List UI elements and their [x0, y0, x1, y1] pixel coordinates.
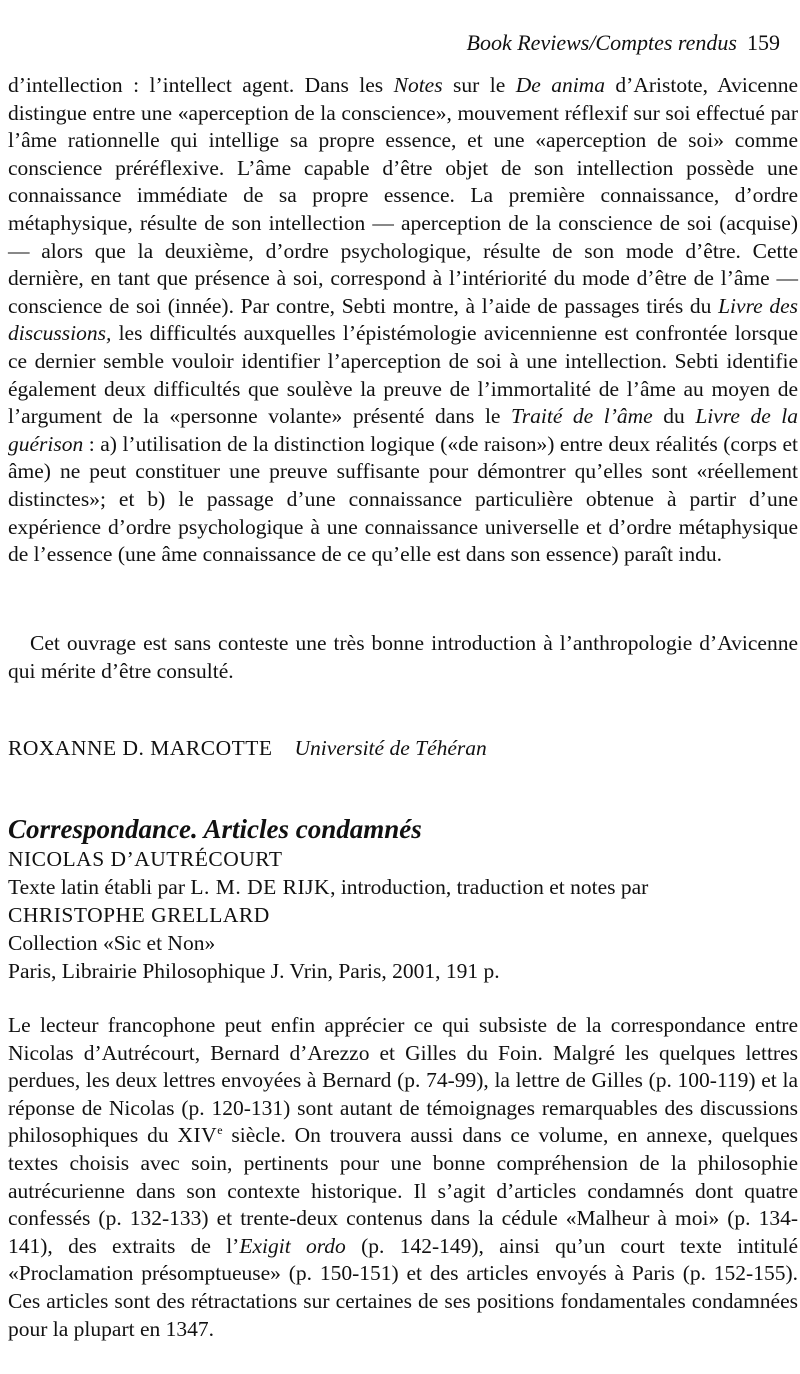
running-title: Book Reviews/Comptes rendus [466, 30, 737, 55]
reviewer-name: ROXANNE D. MARCOTTE [8, 736, 273, 760]
text-run: : a) l’utilisation de la distinction logique («de raison») entre deux réalités (corps et âme) ne peut constituer une preuve suffisante pour démontrer qu’elles sont «réellement distinctes»; et b) le passage d’une connaissance particulière obtenue à partir d’une expérience d’ordre psychologique à une connaissance universelle et d’ordre métaphysique de l’essence (une âme connaissance de ce qu’elle est dans son essence) paraît indu. [8, 431, 798, 567]
text-run: du [652, 404, 696, 429]
italic-title: De anima [515, 73, 605, 97]
text-run: , introduction, traduction et notes par [330, 875, 649, 899]
italic-title: Livre de la guérison [8, 404, 798, 456]
paragraph-text [8, 72, 798, 569]
running-header [467, 30, 780, 56]
text-run: siècle. On trouvera aussi dans ce volume, en annexe, quelques textes choisis avec soin, pertinents pour une bonne compréhension de la philosophie autrécurienne dans son contexte historique. Il s’agit d’articles condamnés dont quatre confessés (p. 132-133) et trente-deux contenus dans la cédule «Malheur à moi» (p. 134-141), des extraits de l’ [8, 1123, 798, 1258]
century-numeral: XIV [177, 1123, 218, 1148]
text-run: d’intellection : l’intellect agent. Dans les [8, 73, 394, 97]
italic-title: Exigit ordo [239, 1233, 346, 1258]
text-run: (p. 142-149), ainsi qu’un court texte intitulé «Proclamation présomptueuse» (p. 150-151) et des articles envoyés à Paris (p. 152-155). Ces articles sont des rétractations sur certaines de ses positions fondamentales condamnées pour la plupart en 1347. [8, 1233, 798, 1341]
text-run: Texte latin établi par [8, 875, 191, 899]
century-superscript: e [217, 1123, 223, 1138]
text-run: sur le [442, 73, 516, 97]
book-edition [8, 873, 798, 901]
italic-title: Livre des discussions, [8, 293, 799, 346]
book-collection: Collection «Sic et Non» [8, 931, 216, 955]
review-paragraph-3 [8, 1012, 798, 1343]
text-run: Le lecteur francophone peut enfin apprécier ce qui subsiste de la correspondance entre Nicolas d’Autrécourt, Bernard d’Arezzo et Gilles du Foin. Malgré les quelques lettres perdues, les deux lettres envoyées à Bernard (p. 74-99), la lettre de Gilles (p. 100-119) et la réponse de Nicolas (p. 120-131) sont autant de témoignages remarquables des discussions philosophiques du [8, 1013, 798, 1148]
reviewer-signature [8, 736, 487, 761]
italic-title: Notes [393, 73, 443, 97]
book-publisher: Paris, Librairie Philosophique J. Vrin, Paris, 2001, 191 p. [8, 959, 500, 983]
book-title: Correspondance. Articles condamnés [8, 814, 422, 844]
book-translator: CHRISTOPHE GRELLARD [8, 903, 270, 927]
book-author: NICOLAS D’AUTRÉCOURT [8, 847, 283, 871]
page-number: 159 [747, 30, 780, 55]
reviewer-institution: Université de Téhéran [294, 736, 487, 760]
book-reference [8, 813, 798, 985]
paragraph-text [8, 1012, 798, 1343]
review-paragraph-1 [8, 72, 798, 569]
book-editor: L. M. DE RIJK [190, 875, 331, 899]
review-paragraph-2 [8, 630, 798, 685]
text-run: les difficultés auxquelles l’épistémologie avicennienne est confrontée lorsque ce dernier semble vouloir identifier l’aperception de soi à une intellection. Sebti identifie également deux difficultés que soulève la preuve de l’immortalité de l’âme au moyen de l’argument de la «personne volante» présenté dans le [8, 321, 798, 429]
paragraph-text: Cet ouvrage est sans conteste une très bonne introduction à l’anthropologie d’Avicenne qui mérite d’être consulté. [8, 631, 798, 683]
italic-title: Traité de l’âme [511, 404, 653, 429]
text-run: d’Aristote, Avicenne distingue entre une «aperception de la conscience», mouvement réflexif sur soi effectué par l’âme rationnelle qui intellige sa propre essence, et une «aperception de soi» comme conscience préréflexive. L’âme capable d’être objet de son intellection possède une connaissance immédiate de sa propre essence. La première connaissance, d’ordre métaphysique, résulte de son intellection — aperception de la conscience de soi (acquise) — alors que la deuxième, d’ordre psychologique, résulte de son mode d’être. Cette dernière, en tant que présence à soi, correspond à l’intériorité du mode d’être de l’âme — conscience de soi (innée). Par contre, Sebti montre, à l’aide de passages tirés du [8, 73, 798, 318]
